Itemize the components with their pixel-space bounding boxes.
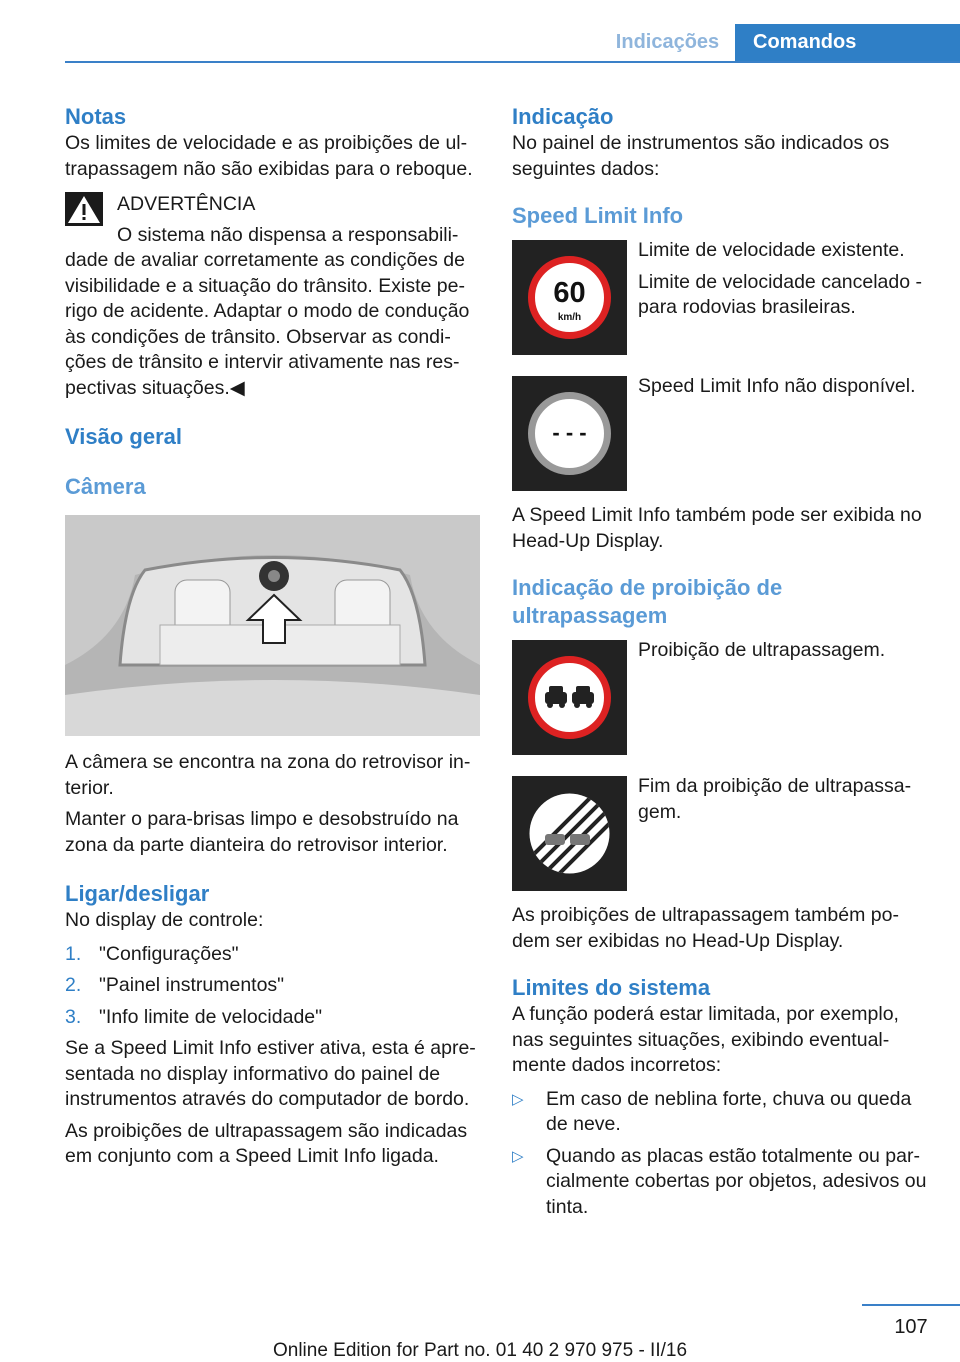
list-item <box>65 1005 480 1031</box>
no-passing-icon <box>512 640 627 755</box>
page-number: 107 <box>894 1316 928 1338</box>
ligar-text: No display de controle: <box>65 909 264 931</box>
no-passing-heading: Indicação de proibição de ultrapassagem <box>512 575 783 628</box>
step-text: "Info limite de velocidade" <box>99 1005 323 1028</box>
list-item <box>65 973 480 999</box>
bullet-triangle-icon: ▷ <box>512 1147 524 1165</box>
sign-text-existing: Limite de velocidade existente. <box>638 239 905 261</box>
speed-limit-unavailable-icon <box>512 376 627 491</box>
step-text: "Configurações" <box>99 942 239 965</box>
sign-unit: km/h <box>557 312 582 323</box>
tab-comandos[interactable]: Comandos <box>735 24 960 61</box>
paragraph-no-passing: As proibições de ultrapassagem são indicadas em conjunto com a Speed Limit Info ligada. <box>65 1119 468 1167</box>
step-text: "Painel instrumentos" <box>99 974 285 996</box>
sign-row-not-available <box>512 376 927 491</box>
sign-description <box>638 640 885 755</box>
footer-divider <box>862 1304 960 1306</box>
no-passing-sign <box>512 640 627 755</box>
indicacao-text: No painel de instrumentos são indicados os seguintes dados: <box>512 132 890 180</box>
notas-text: Os limites de velocidade e as proibições de ul-trapassagem não são exibidas para o reboque. <box>65 132 473 180</box>
warning-text: O sistema não dispensa a responsabili-dade de avaliar corretamente as condições de visibilidade e a situação do trânsito. Existe pe-rigo de acidente. Adaptar o modo de condução às condições de trânsito. Observar as condi-ções de trânsito e intervir ativamente nas res-pectivas situações.◀ <box>65 223 470 399</box>
ligar-heading: Ligar/desligar <box>65 881 210 906</box>
sign-row-no-passing <box>512 640 927 755</box>
warning-block <box>65 192 480 401</box>
speed-limit-unavailable-sign <box>512 376 627 491</box>
end-no-passing-icon <box>512 776 627 891</box>
bullet-triangle-icon: ▷ <box>512 1090 524 1108</box>
paragraph-speed-limit-active: Se a Speed Limit Info estiver ativa, esta é apre-sentada no display informativo do painel de instrumentos através do computador de bordo. <box>65 1037 476 1110</box>
step-number: 1. <box>65 942 82 965</box>
camera-text-1: A câmera se encontra na zona do retrovisor in-terior. <box>65 751 471 799</box>
sign-description <box>638 376 916 491</box>
sign-text-unavailable: Speed Limit Info não disponível. <box>638 375 916 397</box>
sign-description <box>638 240 927 355</box>
sli-hud-text: A Speed Limit Info também pode ser exibida no Head-Up Display. <box>512 504 922 552</box>
no-passing-hud-text: As proibições de ultrapassagem também po-dem ser exibidas no Head-Up Display. <box>512 904 899 952</box>
visao-geral-heading: Visão geral <box>65 424 182 449</box>
indicacao-heading: Indicação <box>512 104 614 129</box>
sign-description <box>638 776 927 891</box>
steps-list <box>65 942 480 1031</box>
sign-text-end-no-passing: Fim da proibição de ultrapassa-gem. <box>638 775 912 823</box>
speed-limit-60-icon <box>512 240 627 355</box>
speed-limit-sign <box>512 240 627 355</box>
bullet-text: Em caso de neblina forte, chuva ou queda de neve. <box>546 1087 912 1135</box>
speed-limit-info-heading: Speed Limit Info <box>512 203 684 228</box>
sign-value: 60 <box>553 277 586 309</box>
warning-title: ADVERTÊNCIA <box>117 193 256 215</box>
warning-triangle-icon <box>65 192 103 226</box>
end-no-passing-sign <box>512 776 627 891</box>
limits-list <box>512 1087 927 1221</box>
camera-text-2: Manter o para-brisas limpo e desobstruído na zona da parte dianteira do retrovisor interior. <box>65 808 459 856</box>
limites-heading: Limites do sistema <box>512 975 711 1000</box>
sign-row-end-no-passing <box>512 776 927 891</box>
header-divider <box>65 61 960 63</box>
camera-heading: Câmera <box>65 474 146 499</box>
tab-indicacoes[interactable]: Indicações <box>615 31 720 53</box>
list-item <box>65 942 480 968</box>
bullet-text: Quando as placas estão totalmente ou par-cialmente cobertas por objetos, adesivos ou tinta. <box>546 1144 927 1218</box>
sign-row-speed-limit <box>512 240 927 355</box>
left-column <box>65 103 480 1170</box>
camera-location-image <box>65 515 480 736</box>
step-number: 3. <box>65 1005 82 1028</box>
list-item <box>512 1087 927 1138</box>
sign-value: - - - <box>552 420 587 445</box>
right-column <box>512 103 927 1220</box>
footer-edition: Online Edition for Part no. 01 40 2 970 975 - II/16 <box>272 1340 688 1361</box>
step-number: 2. <box>65 974 82 996</box>
sign-text-no-passing: Proibição de ultrapassagem. <box>638 639 886 661</box>
list-item <box>512 1144 927 1221</box>
limites-text: A função poderá estar limitada, por exemplo, nas seguintes situações, exibindo eventual-mente dados incorretos: <box>512 1003 899 1076</box>
notas-heading: Notas <box>65 104 127 129</box>
sign-text-cancelled: Limite de velocidade cancelado - para rodovias brasileiras. <box>638 270 923 318</box>
